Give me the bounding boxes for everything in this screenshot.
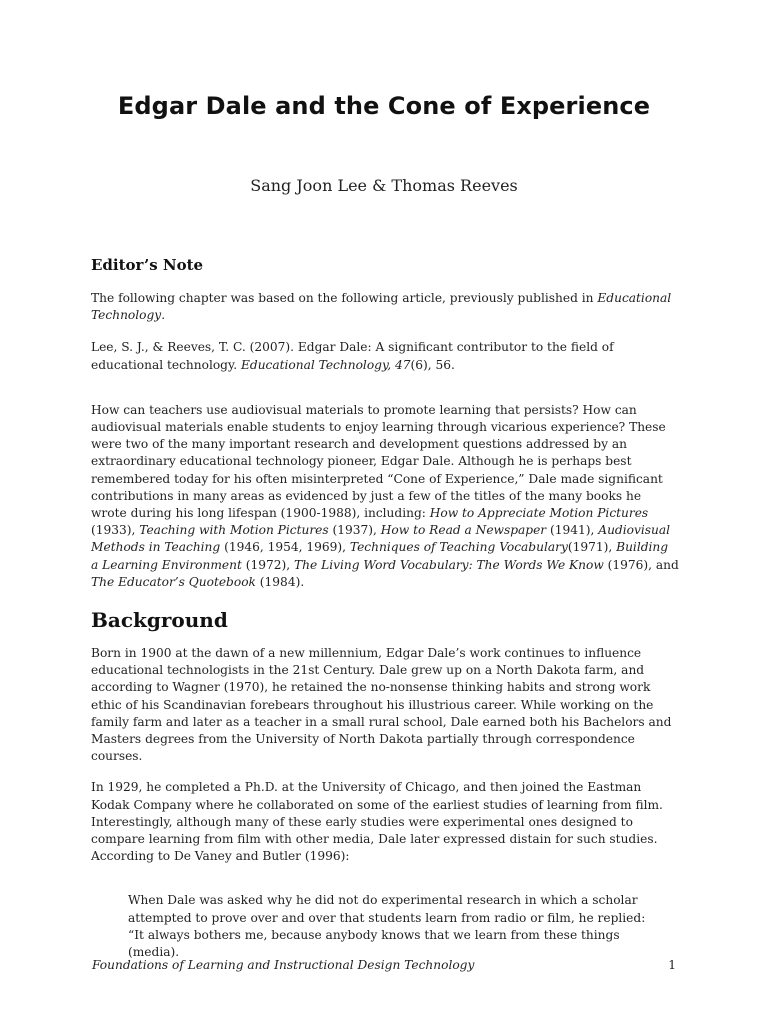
book-title: The Living Word Vocabulary: The Words We Know	[294, 557, 604, 572]
book-title: How to Appreciate Motion Pictures	[429, 506, 649, 521]
journal-title: Educational Technology	[91, 291, 672, 323]
page-title: Edgar Dale and the Cone of Experience	[117, 92, 651, 120]
text-span: (1933),	[91, 523, 140, 538]
text-span: .	[161, 308, 166, 323]
page-footer	[92, 958, 676, 972]
text-span: (1972),	[241, 557, 295, 572]
background-heading: Background	[91, 608, 228, 633]
text-span: The following chapter was based on the following article, previously published in	[91, 291, 598, 305]
book-title: The Educator’s Quotebook	[91, 574, 256, 589]
block-quote: When Dale was asked why he did not do experimental research in which a scholar attempted to prove over and over that students learn from radio or film, he replied: “It always bothers me, because anybody knows that we learn from these things (media).	[128, 893, 646, 960]
text-span: How can teachers use audiovisual materials to promote learning that persists? How can audiovisual materials enable students to enjoy learning through vicarious experience? These were two of the many important research and development questions addressed by an extraordinary educational technology pioneer, Edgar Dale. Although he is perhaps best remembered today for his often misinterpreted “Cone of Experience,” Dale made significant contributions in many areas as evidenced by just a few of the titles of the many books he wrote during his long lifespan (1900-1988), including:	[91, 402, 666, 521]
text-span: (1937),	[328, 523, 381, 538]
text-span: (1946, 1954, 1969),	[220, 540, 350, 555]
book-title: Audiovisual Methods in Teaching	[91, 523, 671, 555]
text-span: (1984).	[255, 574, 305, 589]
text-span: (6), 56.	[410, 357, 455, 372]
text-span: (1971),	[567, 540, 617, 555]
book-title: Teaching with Motion Pictures	[139, 523, 329, 538]
book-title: Techniques of Teaching Vocabulary	[349, 540, 568, 555]
text-span: Lee, S. J., & Reeves, T. C. (2007). Edgar Dale: A significant contributor to the field of educational technology.	[91, 340, 614, 372]
body-content	[91, 256, 679, 961]
authors-line: Sang Joon Lee & Thomas Reeves	[250, 176, 518, 195]
text-span: (1976), and	[603, 557, 679, 572]
book-title: How to Read a Newspaper	[380, 523, 547, 538]
background-paragraph-1: Born in 1900 at the dawn of a new millennium, Edgar Dale’s work continues to influence educational technologists in the 21st Century. Dale grew up on a North Dakota farm, and according to Wagner (1970), he retained the no-nonsense thinking habits and strong work ethic of his Scandinavian forebears throughout his illustrious career. While working on the family farm and later as a teacher in a small rural school, Dale earned both his Bachelors and Masters degrees from the University of North Dakota partially through correspondence courses.	[91, 646, 672, 764]
text-span: (1941),	[546, 523, 599, 538]
page-number: 1	[668, 958, 676, 972]
journal-title: Educational Technology, 47	[241, 357, 411, 372]
editors-note-paragraph-1	[91, 290, 679, 324]
intro-paragraph	[91, 402, 679, 591]
editors-note-heading: Editor’s Note	[91, 256, 204, 274]
footer-title: Foundations of Learning and Instructional Design Technology	[92, 958, 475, 972]
book-title: Building a Learning Environment	[91, 540, 669, 572]
editors-note-citation	[91, 339, 679, 373]
background-paragraph-2: In 1929, he completed a Ph.D. at the University of Chicago, and then joined the Eastman Kodak Company where he collaborated on some of the earliest studies of learning from film. Interestingly, although many of these early studies were experimental ones designed to compare learning from film with other media, Dale later expressed distain for such studies. According to De Vaney and Butler (1996):	[91, 780, 663, 864]
